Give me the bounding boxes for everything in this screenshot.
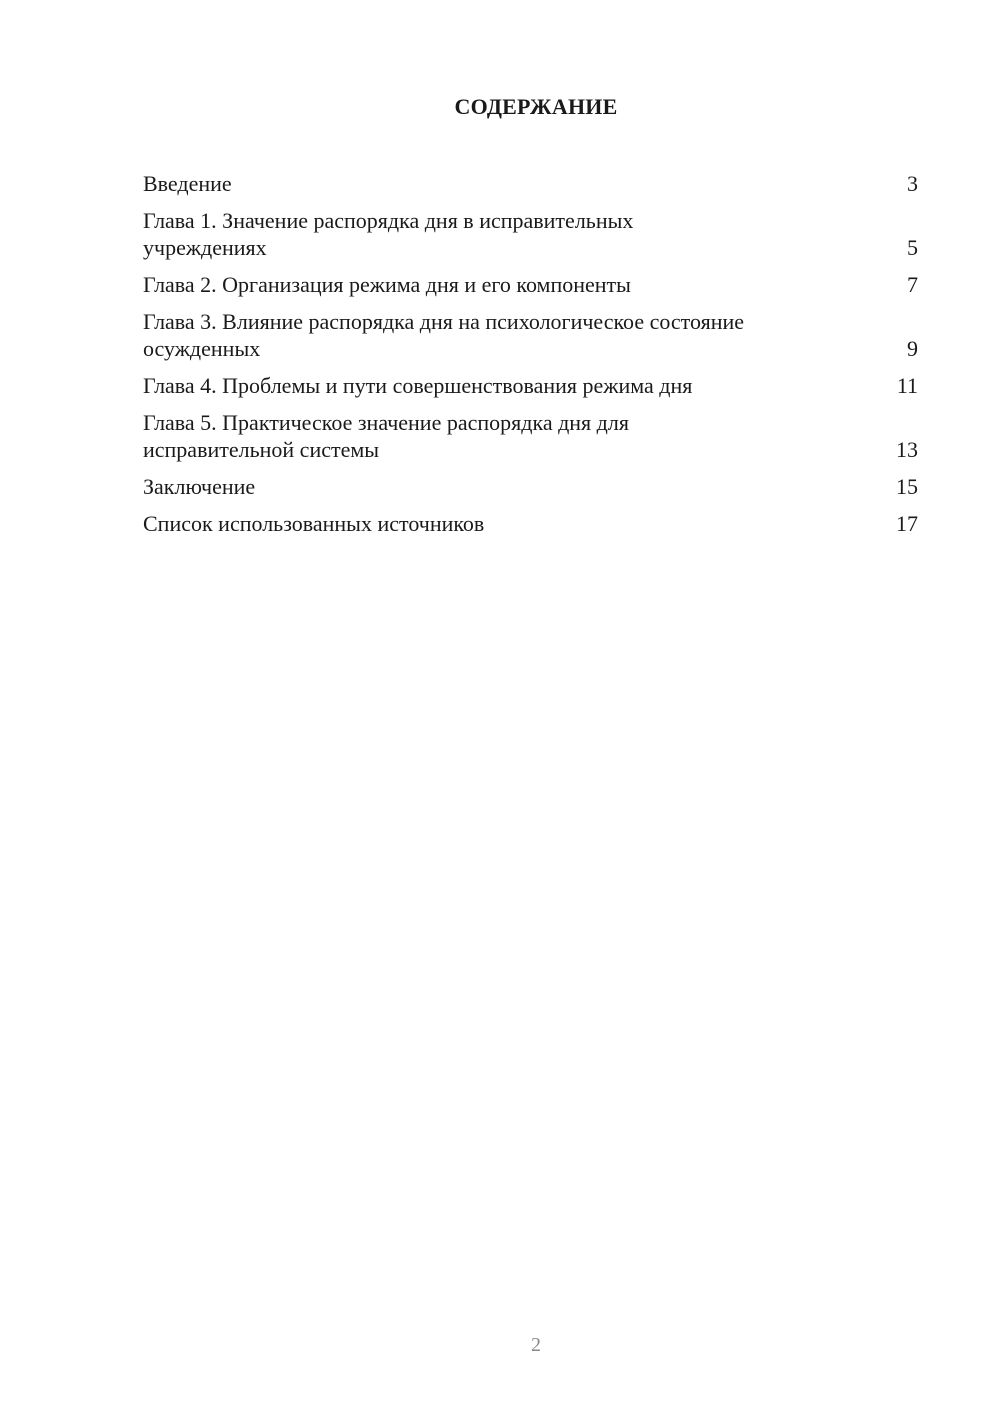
toc-title: СОДЕРЖАНИЕ: [454, 94, 618, 119]
toc-entry-text: Глава 5. Практическое значение распорядка дня для исправительной системы: [143, 410, 629, 462]
toc-entry-text: Глава 4. Проблемы и пути совершенствования режима дня: [143, 373, 693, 398]
toc-entry-references: [143, 510, 918, 537]
toc-entry-page: 15: [896, 474, 918, 499]
page-number: 2: [531, 1334, 541, 1356]
toc-entry-text: Список использованных источников: [143, 511, 485, 536]
toc-entry-text: Глава 3. Влияние распорядка дня на психологическое состояние осужденных: [143, 309, 745, 361]
toc-entry-page: 3: [907, 171, 918, 196]
toc-entry-chapter-4: [143, 372, 918, 399]
toc-entry-text: Глава 1. Значение распорядка дня в исправительных учреждениях: [143, 208, 634, 260]
toc-entry-page: 13: [896, 437, 918, 462]
toc-entry-page: 11: [896, 373, 918, 398]
toc-entry-text: Заключение: [143, 474, 256, 499]
toc-entry-text: Введение: [143, 171, 232, 196]
toc-entry-page: 9: [907, 336, 918, 361]
toc-entry-introduction: [143, 170, 918, 197]
toc-entry-chapter-5: [143, 409, 918, 463]
toc-entry-chapter-3: [143, 308, 918, 362]
toc-entry-chapter-2: [143, 271, 918, 298]
toc-entry-page: 7: [907, 272, 918, 297]
toc-entry-chapter-1: [143, 207, 918, 261]
toc-entry-conclusion: [143, 473, 918, 500]
toc-entry-page: 17: [896, 511, 918, 536]
table-of-contents: [143, 170, 918, 547]
toc-entry-page: 5: [907, 235, 918, 260]
toc-entry-text: Глава 2. Организация режима дня и его компоненты: [143, 272, 631, 297]
